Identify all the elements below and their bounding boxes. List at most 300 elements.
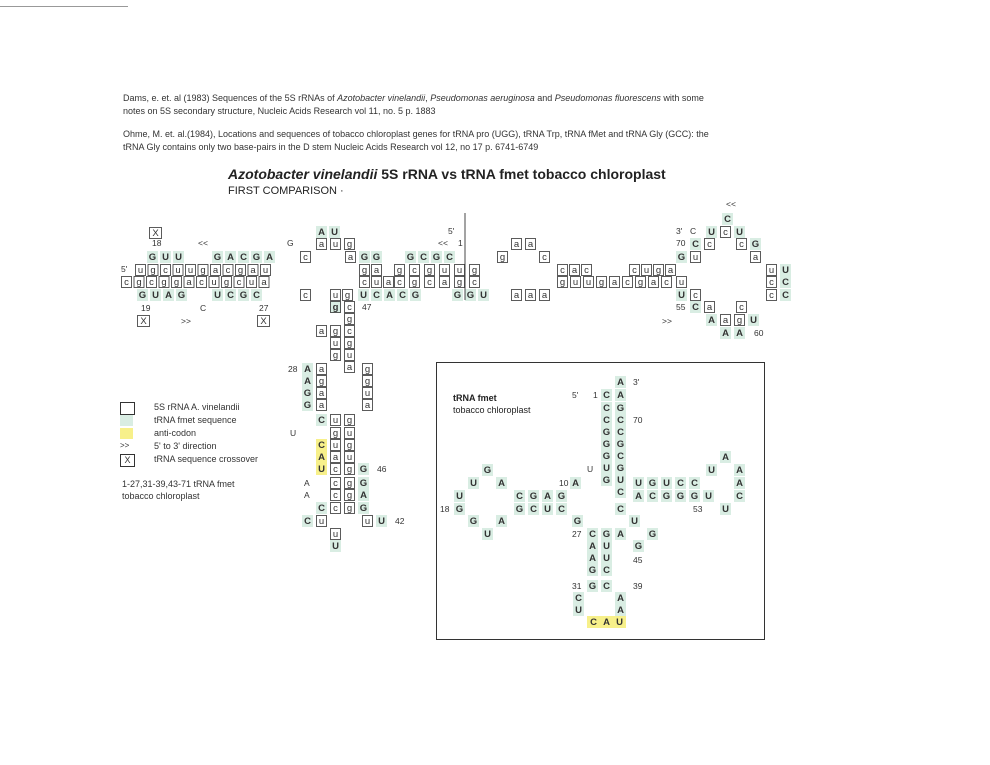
svg-text:a: a: [186, 277, 192, 288]
svg-text:u: u: [678, 277, 685, 288]
diagram-label: 45: [633, 555, 643, 565]
svg-text:c: c: [427, 277, 432, 288]
nucleotide-cell: [748, 314, 759, 326]
nucleotide-cell: [767, 290, 777, 302]
svg-text:A: A: [386, 290, 393, 301]
svg-text:u: u: [692, 252, 699, 263]
svg-text:U: U: [635, 478, 642, 489]
svg-text:A: A: [736, 478, 743, 489]
svg-text:X: X: [140, 316, 147, 327]
svg-text:u: u: [332, 529, 339, 540]
svg-text:a: a: [513, 239, 520, 250]
nucleotide-cell: [222, 277, 232, 289]
svg-text:c: c: [693, 290, 698, 301]
svg-text:A: A: [498, 478, 505, 489]
diagram-label: 42: [395, 516, 405, 526]
nucleotide-cell: [444, 251, 455, 263]
svg-text:U: U: [678, 290, 685, 301]
svg-text:a: a: [364, 400, 371, 411]
nucleotide-cell: [234, 277, 244, 289]
svg-text:A: A: [603, 617, 610, 628]
svg-text:G: G: [662, 491, 671, 502]
svg-text:c: c: [236, 277, 242, 288]
nucleotide-cell: [160, 251, 171, 263]
svg-text:G: G: [602, 529, 611, 540]
crossover-x-icon: [258, 316, 270, 328]
nucleotide-cell: [425, 265, 435, 277]
nucleotide-cell: [345, 314, 355, 326]
svg-text:G: G: [148, 252, 157, 263]
svg-text:g: g: [364, 376, 371, 387]
svg-text:c: c: [739, 239, 744, 250]
svg-text:A: A: [227, 252, 234, 263]
svg-text:c: c: [163, 265, 168, 276]
diagram-label: 3': [633, 377, 640, 387]
svg-text:C: C: [589, 529, 596, 540]
svg-text:a: a: [332, 452, 339, 463]
svg-text:u: u: [332, 239, 339, 250]
nucleotide-cell: [705, 302, 715, 314]
direction-arrow-icon: >>: [662, 316, 672, 326]
nucleotide-cell: [331, 350, 341, 362]
nucleotide-cell: [317, 400, 327, 412]
nucleotide-cell: [331, 478, 341, 490]
svg-text:U: U: [470, 478, 477, 489]
svg-text:G: G: [648, 529, 657, 540]
svg-text:g: g: [318, 376, 325, 387]
svg-text:U: U: [722, 504, 729, 515]
diagram-label: 18: [152, 238, 162, 248]
nucleotide-cell: [345, 490, 355, 502]
nucleotide-cell: [582, 265, 592, 277]
svg-text:a: a: [706, 302, 713, 313]
svg-text:C: C: [304, 516, 311, 527]
svg-text:G: G: [690, 491, 699, 502]
nucleotide-cell: [780, 276, 791, 288]
svg-text:A: A: [635, 491, 642, 502]
nucleotide-cell: [345, 478, 355, 490]
svg-text:c: c: [542, 252, 547, 263]
nucleotide-cell: [147, 251, 158, 263]
crossover-x-icon: [138, 316, 150, 328]
svg-text:C: C: [227, 290, 234, 301]
nucleotide-cell: [410, 277, 420, 289]
nucleotide-cell: [395, 265, 405, 277]
svg-text:G: G: [648, 478, 657, 489]
svg-text:a: a: [752, 252, 759, 263]
svg-text:U: U: [708, 227, 715, 238]
nucleotide-cell: [358, 502, 369, 514]
svg-text:a: a: [385, 277, 392, 288]
numbering-caption: 1-27,31-39,43-71 tRNA fmet tobacco chloroplast: [122, 479, 235, 501]
nucleotide-cell: [498, 252, 508, 264]
svg-text:g: g: [161, 277, 167, 288]
diagram-label: 18: [440, 504, 450, 514]
svg-text:U: U: [480, 290, 487, 301]
nucleotide-cell: [584, 277, 594, 289]
svg-text:G: G: [602, 451, 611, 462]
nucleotide-cell: [259, 277, 269, 289]
svg-text:C: C: [603, 415, 610, 426]
svg-text:U: U: [332, 541, 339, 552]
svg-text:A: A: [165, 290, 172, 301]
svg-text:C: C: [240, 252, 247, 263]
svg-text:U: U: [708, 465, 715, 476]
svg-text:U: U: [456, 491, 463, 502]
nucleotide-cell: [734, 327, 745, 339]
nucleotide-cell: [452, 289, 463, 301]
svg-text:G: G: [138, 290, 147, 301]
svg-text:c: c: [739, 302, 744, 313]
nucleotide-cell: [331, 490, 341, 502]
inset-title: tRNA fmet: [453, 393, 497, 403]
svg-text:C: C: [649, 491, 656, 502]
svg-text:A: A: [498, 516, 505, 527]
svg-text:C: C: [575, 593, 582, 604]
nucleotide-cell: [540, 252, 550, 264]
nucleotide-cell: [345, 452, 355, 464]
diagram-label: 46: [377, 464, 387, 474]
nucleotide-cell: [331, 415, 341, 427]
nucleotide-cell: [636, 277, 646, 289]
nucleotide-cell: [238, 251, 249, 263]
svg-text:U: U: [484, 529, 491, 540]
svg-text:a: a: [373, 265, 380, 276]
direction-arrow-icon: >>: [181, 316, 191, 326]
svg-text:g: g: [346, 239, 353, 250]
nucleotide-cell: [363, 388, 373, 400]
diagram-label: 31: [572, 581, 582, 591]
nucleotide-cell: [780, 289, 791, 301]
svg-text:G: G: [602, 475, 611, 486]
nucleotide-cell: [212, 251, 223, 263]
svg-text:C: C: [603, 581, 610, 592]
direction-arrow-icon: <<: [198, 238, 208, 248]
nucleotide-cell: [302, 387, 313, 399]
nucleotide-cell: [148, 265, 158, 277]
svg-text:g: g: [346, 490, 353, 501]
svg-text:c: c: [333, 478, 338, 489]
svg-text:u: u: [332, 415, 339, 426]
svg-text:u: u: [364, 388, 371, 399]
svg-text:g: g: [411, 277, 418, 288]
svg-text:G: G: [483, 465, 492, 476]
nucleotide-cell: [302, 363, 313, 375]
nucleotide-cell: [751, 252, 761, 264]
svg-text:C: C: [318, 440, 325, 451]
nucleotide-cell: [301, 290, 311, 302]
svg-text:C: C: [782, 277, 789, 288]
svg-text:g: g: [332, 326, 339, 337]
svg-text:A: A: [318, 452, 325, 463]
svg-text:U: U: [575, 605, 582, 616]
svg-text:C: C: [603, 403, 610, 414]
nucleotide-cell: [316, 414, 327, 426]
svg-text:C: C: [530, 504, 537, 515]
svg-text:U: U: [152, 290, 159, 301]
svg-text:a: a: [318, 239, 325, 250]
nucleotide-cell: [558, 265, 568, 277]
nucleotide-cell: [666, 265, 676, 277]
svg-text:C: C: [677, 478, 684, 489]
nucleotide-cell: [721, 227, 731, 239]
diagram-label: 3': [676, 226, 683, 236]
nucleotide-cell: [247, 277, 257, 289]
svg-text:U: U: [378, 516, 385, 527]
svg-text:u: u: [364, 516, 371, 527]
nucleotide-cell: [737, 239, 747, 251]
svg-text:c: c: [664, 277, 669, 288]
svg-text:g: g: [346, 464, 353, 475]
nucleotide-cell: [316, 463, 327, 475]
nucleotide-cell: [440, 277, 450, 289]
nucleotide-cell: [358, 477, 369, 489]
svg-text:g: g: [456, 277, 463, 288]
diagram-label: C: [200, 303, 207, 313]
svg-text:a: a: [212, 265, 219, 276]
reference-ohme: Ohme, M. et. al.(1984), Locations and sequences of tobacco chloroplast genes for tRNA pro (UGG), tRNA Trp, tRNA fMet and tRNA Gly (GCC): the tRNA Gly contains only two base-pairs in the D stem Nucleic Acids Research vol 12, no 17 p. 6741-6749: [123, 129, 709, 152]
svg-text:g: g: [223, 277, 230, 288]
diagram-label: A: [304, 478, 310, 488]
svg-text:A: A: [318, 227, 325, 238]
svg-text:A: A: [304, 376, 311, 387]
svg-text:G: G: [616, 439, 625, 450]
nucleotide-cell: [677, 277, 687, 289]
nucleotide-cell: [705, 239, 715, 251]
svg-text:u: u: [332, 440, 339, 451]
svg-text:u: u: [262, 265, 269, 276]
svg-text:u: u: [572, 277, 579, 288]
nucleotide-cell: [238, 289, 249, 301]
svg-text:g: g: [499, 252, 506, 263]
svg-text:U: U: [663, 478, 670, 489]
nucleotide-cell: [465, 289, 476, 301]
svg-text:U: U: [736, 227, 743, 238]
nucleotide-cell: [512, 239, 522, 251]
svg-text:a: a: [318, 388, 325, 399]
svg-text:g: g: [598, 277, 605, 288]
svg-text:c: c: [124, 277, 129, 288]
nucleotide-cell: [225, 251, 236, 263]
svg-text:g: g: [346, 314, 353, 325]
svg-text:u: u: [137, 265, 144, 276]
nucleotide-cell: [236, 265, 246, 277]
svg-text:G: G: [751, 239, 760, 250]
svg-text:U: U: [616, 617, 623, 628]
svg-text:c: c: [303, 290, 308, 301]
diagram-label: 5': [121, 264, 128, 274]
svg-text:a: a: [250, 265, 256, 276]
page-title: Azotobacter vinelandii 5S rRNA vs tRNA fmet tobacco chloroplast: [228, 166, 666, 182]
nucleotide-cell: [317, 239, 327, 251]
svg-text:g: g: [332, 350, 339, 361]
nucleotide-cell: [360, 277, 370, 289]
diagram-label: 10: [559, 478, 569, 488]
nucleotide-cell: [345, 350, 355, 362]
nucleotide-cell: [363, 364, 373, 376]
svg-text:G: G: [466, 290, 475, 301]
nucleotide-cell: [676, 251, 687, 263]
nucleotide-cell: [173, 265, 183, 277]
svg-text:u: u: [211, 277, 217, 288]
nucleotide-cell: [198, 265, 208, 277]
nucleotide-cell: [750, 238, 761, 250]
nucleotide-cell: [397, 289, 408, 301]
nucleotide-cell: [225, 289, 236, 301]
nucleotide-cell: [147, 277, 157, 289]
svg-text:C: C: [603, 565, 610, 576]
svg-text:G: G: [602, 427, 611, 438]
svg-text:c: c: [397, 277, 402, 288]
svg-text:G: G: [557, 491, 566, 502]
svg-text:A: A: [736, 465, 743, 476]
svg-text:a: a: [571, 265, 578, 276]
nucleotide-cell: [163, 289, 174, 301]
nucleotide-cell: [331, 440, 341, 452]
nucleotide-cell: [316, 451, 327, 463]
nucleotide-cell: [302, 399, 313, 411]
svg-text:g: g: [736, 315, 743, 326]
nucleotide-cell: [345, 440, 355, 452]
svg-text:A: A: [544, 491, 551, 502]
svg-text:a: a: [318, 326, 325, 337]
direction-arrow-icon: <<: [438, 238, 448, 248]
nucleotide-cell: [540, 290, 550, 302]
nucleotide-cell: [363, 376, 373, 388]
nucleotide-cell: [395, 277, 405, 289]
nucleotide-cell: [331, 290, 341, 302]
svg-text:u: u: [332, 338, 339, 349]
svg-text:u: u: [643, 265, 650, 276]
svg-text:G: G: [359, 478, 368, 489]
nucleotide-cell: [478, 289, 489, 301]
nucleotide-cell: [431, 251, 442, 263]
svg-text:a: a: [650, 277, 657, 288]
svg-text:C: C: [318, 415, 325, 426]
svg-text:g: g: [346, 338, 353, 349]
nucleotide-cell: [223, 265, 233, 277]
nucleotide-cell: [150, 289, 161, 301]
svg-text:G: G: [406, 252, 415, 263]
svg-text:C: C: [617, 504, 624, 515]
nucleotide-cell: [212, 289, 223, 301]
svg-text:c: c: [333, 503, 338, 514]
direction-arrow-icon: <<: [726, 199, 736, 209]
svg-text:X: X: [260, 316, 267, 327]
svg-text:g: g: [346, 440, 353, 451]
svg-text:G: G: [213, 252, 222, 263]
nucleotide-cell: [360, 265, 370, 277]
svg-text:a: a: [346, 362, 353, 373]
svg-text:c: c: [149, 277, 154, 288]
nucleotide-cell: [376, 515, 387, 527]
nucleotide-cell: [371, 289, 382, 301]
nucleotide-cell: [735, 315, 745, 327]
nucleotide-cell: [137, 289, 148, 301]
diagram-label: 5': [448, 226, 455, 236]
nucleotide-cell: [358, 463, 369, 475]
nucleotide-cell: [345, 239, 355, 251]
svg-text:A: A: [617, 377, 624, 388]
nucleotide-cell: [721, 315, 731, 327]
svg-text:u: u: [456, 265, 463, 276]
diagram-label: 70: [676, 238, 686, 248]
svg-text:G: G: [455, 504, 464, 515]
nucleotide-cell: [302, 515, 313, 527]
nucleotide-cell: [161, 265, 171, 277]
nucleotide-cell: [136, 265, 146, 277]
svg-text:U: U: [318, 464, 325, 475]
nucleotide-cell: [372, 265, 382, 277]
svg-text:G: G: [515, 504, 524, 515]
nucleotide-cell: [209, 277, 219, 289]
nucleotide-cell: [122, 277, 132, 289]
svg-text:G: G: [616, 463, 625, 474]
nucleotide-cell: [331, 239, 341, 251]
svg-text:a: a: [611, 277, 618, 288]
svg-text:C: C: [603, 390, 610, 401]
nucleotide-cell: [184, 277, 194, 289]
legend-swatch-yellow: [120, 428, 133, 439]
svg-text:g: g: [637, 277, 644, 288]
nucleotide-cell: [331, 452, 341, 464]
nucleotide-cell: [264, 251, 275, 263]
svg-text:G: G: [676, 491, 685, 502]
svg-text:G: G: [252, 252, 261, 263]
svg-text:g: g: [200, 265, 206, 276]
svg-text:c: c: [625, 277, 630, 288]
svg-text:A: A: [722, 452, 729, 463]
svg-text:C: C: [617, 415, 624, 426]
svg-text:U: U: [214, 290, 221, 301]
nucleotide-cell: [172, 277, 182, 289]
diagram-label: G: [287, 238, 294, 248]
diagram-label: 39: [633, 581, 643, 591]
svg-text:U: U: [617, 475, 624, 486]
nucleotide-cell: [317, 376, 327, 388]
nucleotide-cell: [331, 503, 341, 515]
svg-text:G: G: [573, 516, 582, 527]
svg-text:A: A: [708, 315, 715, 326]
svg-text:A: A: [736, 328, 743, 339]
nucleotide-cell: [358, 489, 369, 501]
nucleotide-cell: [722, 213, 733, 225]
svg-text:c: c: [723, 227, 728, 238]
nucleotide-cell: [317, 388, 327, 400]
legend-swatch-green: [120, 415, 133, 426]
nucleotide-cell: [558, 277, 568, 289]
nucleotide-cell: [345, 428, 355, 440]
svg-text:u: u: [187, 265, 194, 276]
svg-text:u: u: [768, 265, 775, 276]
nucleotide-cell: [317, 364, 327, 376]
diagram-label: 47: [362, 302, 372, 312]
nucleotide-cell: [330, 301, 341, 313]
nucleotide-cell: [691, 290, 701, 302]
svg-text:a: a: [513, 290, 520, 301]
svg-text:c: c: [584, 265, 589, 276]
svg-text:g: g: [173, 277, 180, 288]
svg-text:G: G: [453, 290, 462, 301]
nucleotide-cell: [706, 226, 717, 238]
legend-swatch-box: [120, 402, 135, 415]
svg-text:U: U: [603, 541, 610, 552]
nucleotide-cell: [371, 251, 382, 263]
svg-text:c: c: [199, 277, 204, 288]
nucleotide-cell: [440, 265, 450, 277]
svg-text:A: A: [572, 478, 579, 489]
nucleotide-cell: [186, 265, 196, 277]
